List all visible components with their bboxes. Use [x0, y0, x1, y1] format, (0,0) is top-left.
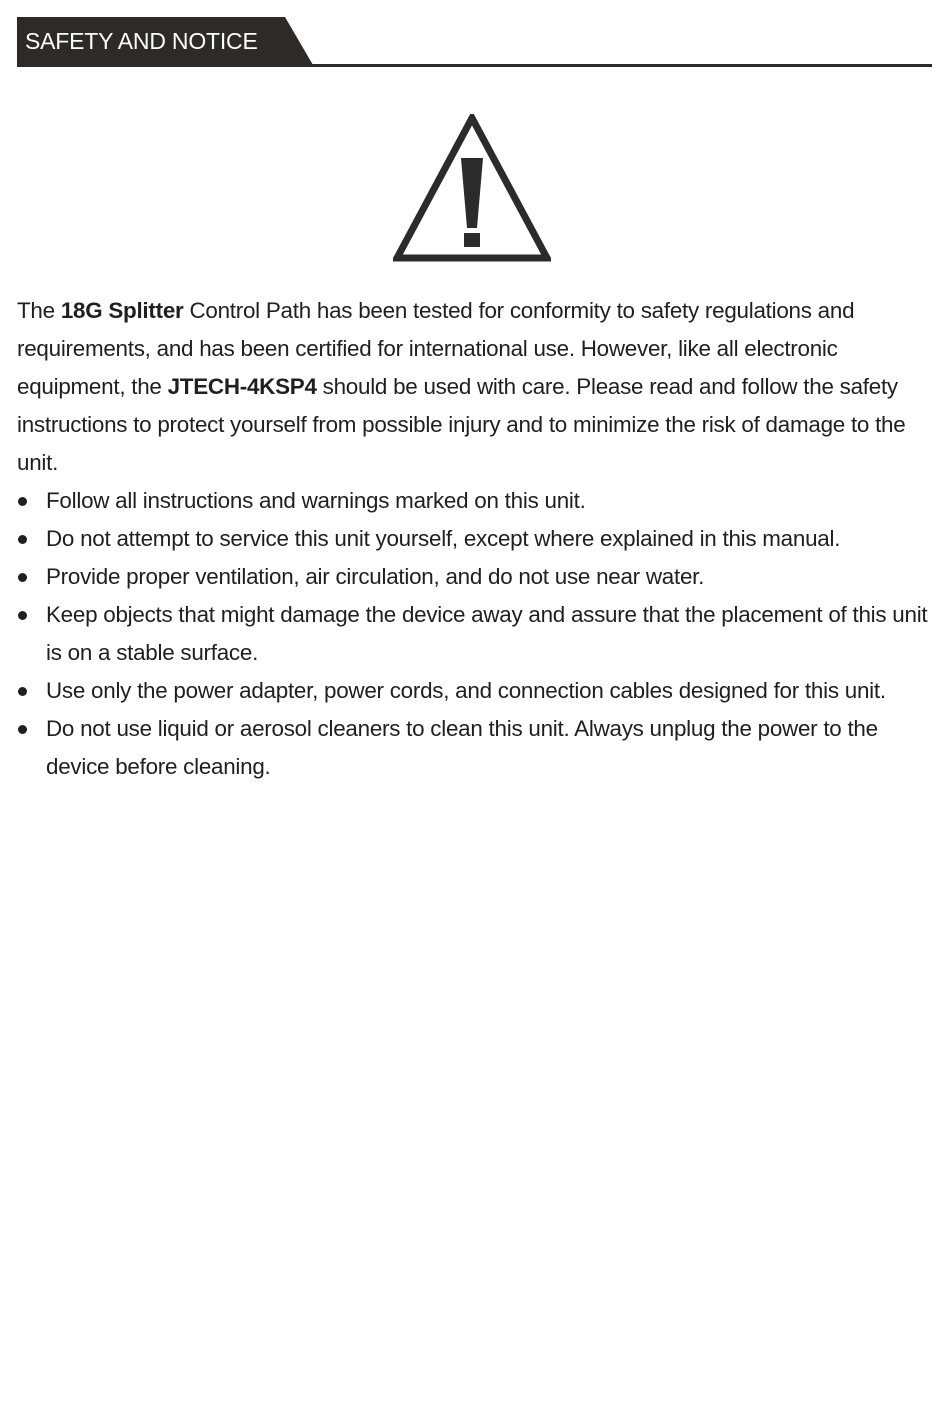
list-item — [17, 672, 935, 710]
warning-triangle-icon — [393, 114, 551, 262]
safety-content — [17, 292, 935, 786]
instruction-text: Follow all instructions and warnings marked on this unit. — [46, 488, 586, 513]
model-number: JTECH-4KSP4 — [167, 374, 317, 399]
intro-text-3: should be used with care. Please read and follow the safety instructions to protect yourself from possible injury and to minimize the risk of damage to the unit. — [17, 374, 906, 475]
bullet-icon — [18, 687, 27, 696]
intro-text-2: Control Path has been tested for conformity to safety regulations and requirements, and has been certified for international use. However, like all electronic equipment, the — [17, 298, 855, 399]
instruction-text: Do not use liquid or aerosol cleaners to clean this unit. Always unplug the power to the device before cleaning. — [46, 716, 878, 779]
bullet-icon — [18, 725, 27, 734]
bullet-icon — [18, 535, 27, 544]
intro-paragraph — [17, 292, 935, 482]
section-title: SAFETY AND NOTICE — [25, 28, 258, 54]
bullet-icon — [18, 573, 27, 582]
instruction-text: Do not attempt to service this unit yourself, except where explained in this manual. — [46, 526, 841, 551]
section-header — [17, 17, 932, 68]
list-item — [17, 710, 935, 786]
intro-text-1: The — [17, 298, 61, 323]
instruction-text: Use only the power adapter, power cords, and connection cables designed for this unit. — [46, 678, 886, 703]
list-item — [17, 558, 935, 596]
instruction-text: Provide proper ventilation, air circulation, and do not use near water. — [46, 564, 705, 589]
bullet-icon — [18, 497, 27, 506]
instruction-text: Keep objects that might damage the device away and assure that the placement of this unit is on a stable surface. — [46, 602, 928, 665]
list-item — [17, 596, 935, 672]
instruction-list — [17, 482, 935, 786]
list-item — [17, 520, 935, 558]
product-name: 18G Splitter — [60, 298, 184, 323]
list-item — [17, 482, 935, 520]
bullet-icon — [18, 611, 27, 620]
